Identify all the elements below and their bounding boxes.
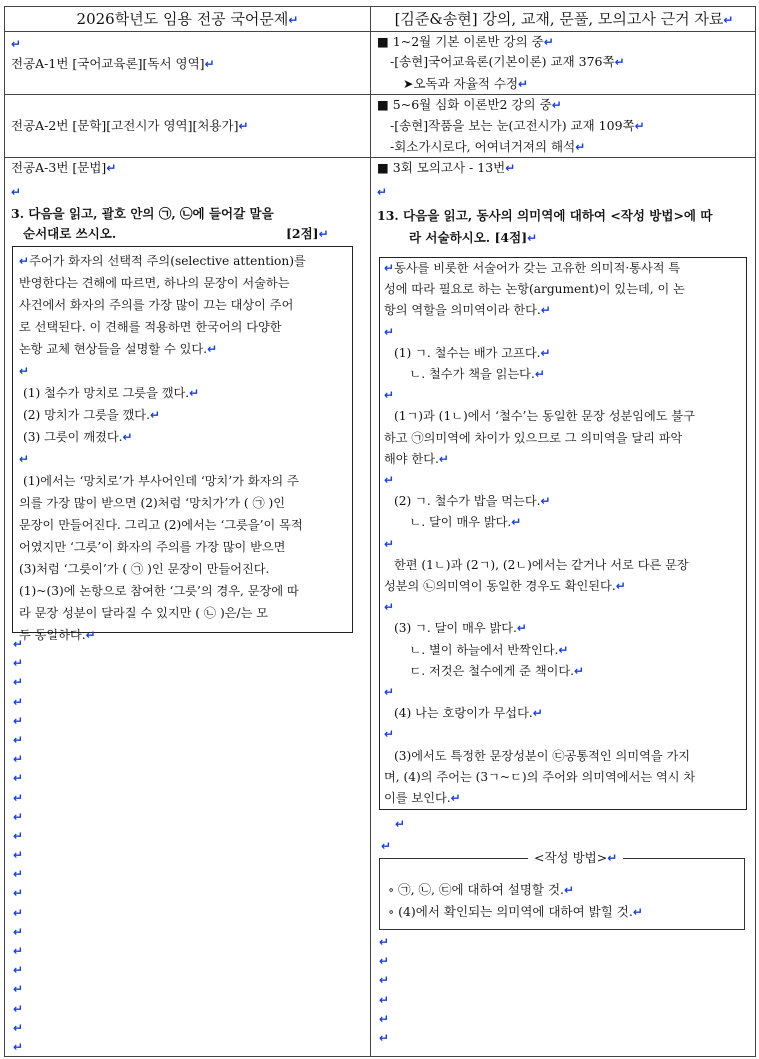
row-divider xyxy=(5,157,755,158)
row1-right-line2: -[송현]국어교육론(기본이론) 교재 376쪽↵ xyxy=(390,54,625,69)
row2-left-title: 전공A-2번 [문학][고전시가 영역][처용가]↵ xyxy=(11,118,249,133)
row-divider xyxy=(5,31,755,32)
q3-passage: ↵주어가 화자의 선택적 주의(selective attention)를 반영한다는 견해에 따르면, 하나의 문장이 서술하는 사건에서 화자의 주의를 가장 많이 끄는 대상이 주어 로 선택된다. 이 견해를 적용하면 한국어의 다양한 논항 교체 현상들을 설명할 수 있다.↵ ↵ (1) 철수가 망치로 그릇을 깼다.↵ (2) 망치가 그릇을 깼다.↵ (3) 그릇이 깨졌다.↵ ↵ (1)에서는 ‘망치로’가 부사어인데 ‘망치’가 화자의 주 의를 가장 많이 받으면 (2)처럼 ‘망치가’가 ( ㉠ )인 문장이 만들어진다. 그리고 (2)에서는 ‘그릇을’이 목적 어였지만 ‘그릇’이 화자의 주의를 가장 많이 받으면 (3)처럼 ‘그릇이’가 ( ㉠ )인 문장이 만들어진다. (1)~(3)에 논항으로 참여한 ‘그릇’의 경우, 문장에 따 라 문장 성분이 달라질 수 있지만 ( ㉡ )은/는 모 두 동일하다.↵ xyxy=(19,254,306,642)
q13-prompt-line1: 13. 다음을 읽고, 동사의 의미역에 대하여 <작성 방법>에 따 xyxy=(377,208,713,223)
q13-passage: ↵동사를 비롯한 서술어가 갖는 고유한 의미적·통사적 특 성에 따라 필요로 하는 논항(argument)이 있는데, 이 논 항의 역할을 의미역이라 한다.↵ ↵ (1) ㄱ. 철수는 배가 고프다.↵ ㄴ. 철수가 책을 읽는다.↵ ↵ (1ㄱ)과 (1ㄴ)에서 ‘철수’는 동일한 문장 성분임에도 불구 하고 ㉠의미역에 차이가 있으므로 그 의미역을 달리 파악 해야 한다.↵ ↵ (2) ㄱ. 철수가 밥을 먹는다.↵ ㄴ. 달이 매우 밝다.↵ ↵ 한편 (1ㄴ)과 (2ㄱ), (2ㄴ)에서는 같거나 서로 다른 문장 성분의 ㉡의미역이 동일한 경우도 확인된다.↵ ↵ (3) ㄱ. 달이 매우 밝다.↵ ㄴ. 별이 하늘에서 반짝인다.↵ ㄷ. 저것은 철수에게 준 책이다.↵ ↵ (4) 나는 호랑이가 무섭다.↵ ↵ (3)에서도 특정한 문장성분이 ㉢공통적인 의미역을 가지 며, (4)의 주어는 (3ㄱ~ㄷ)의 주어와 의미역에서는 역시 차 이를 보인다.↵ xyxy=(384,261,696,806)
q13-passage-box xyxy=(379,257,747,810)
left-paragraph-marks: ↵ ↵ ↵ ↵ ↵ ↵ ↵ ↵ ↵ ↵ ↵ ↵ ↵ ↵ ↵ ↵ ↵ ↵ ↵ ↵ ↵ ↵ xyxy=(13,637,24,1054)
row-divider xyxy=(5,94,755,95)
q3-passage-box xyxy=(12,246,353,642)
q3-points: [2점]↵ xyxy=(286,226,329,241)
header-left: 2026학년도 임용 전공 국어문제↵ xyxy=(76,10,299,28)
writing-method-box xyxy=(379,850,745,930)
writing-method-item-2: ∘ (4)에서 확인되는 의미역에 대하여 밝힐 것.↵ xyxy=(388,904,643,919)
row2-right-line1: ■ 5~6월 심화 이론반2 강의 중↵ xyxy=(377,97,562,112)
writing-method-item-1: ∘ ㉠, ㉡, ㉢에 대하여 설명할 것.↵ xyxy=(388,882,575,897)
header-right: [김준&송현] 강의, 교재, 문풀, 모의고사 근거 자료↵ xyxy=(394,10,734,28)
row2-right-line2: -[송현]작품을 보는 눈(고전시가) 교재 109쪽↵ xyxy=(390,118,645,133)
writing-method-title: <작성 방법>↵ xyxy=(528,849,623,867)
right-paragraph-marks: ↵ ↵ ↵ ↵ ↵ ↵ xyxy=(379,935,390,1045)
row1-right-line3: ➤오독과 자율적 수정↵ xyxy=(403,76,529,91)
row3-right-title: ■ 3회 모의고사 - 13번↵ xyxy=(377,160,516,175)
column-divider xyxy=(370,7,371,1056)
row3-left-title: 전공A-3번 [문법]↵ xyxy=(11,160,117,175)
q3-prompt-line2: 순서대로 쓰시오. xyxy=(23,226,117,241)
q13-prompt-line2: 라 서술하시오. [4점]↵ xyxy=(409,230,538,245)
row1-right-line1: ■ 1~2월 기본 이론반 강의 중↵ xyxy=(377,34,554,49)
document-table: 2026학년도 임용 전공 국어문제↵ [김준&송현] 강의, 교재, 문풀, 모의고사 근거 자료↵ ↵ 전공A-1번 [국어교육론][독서 영역]↵ ■ 1~2월 기본 이론반 강의 중↵ -[송현]국어교육론(기본이론) 교재 376쪽↵ ➤오독과 자율적 수정↵ 전공A-2번 [문학][고전시가 영역][처용가]↵ ■ 5~6월 심화 이론반2 강의 중↵ -[송현]작품을 보는 눈(고전시가) 교재 109쪽↵ -회소가시로다, 어여녀거져의 해석↵ 전공A-3번 [문법]↵ ↵ 3. 다음을 읽고, 괄호 안의 ㉠, ㉡에 들어갈 말을 순서대로 쓰시오. [2점]↵ ↵주어가 화자의 선택적 주의(selective attention)를 반영한다는 견해에 따르면, 하나의 문장이 서술하는 사건에서 화자의 주의를 가장 많이 끄는 대상이 주어 로 선택된다. 이 견해를 적용하면 한국어의 다양한 논항 교체 현상들을 설명할 수 있다.↵ ↵ (1) 철수가 망치로 그릇을 깼다.↵ (2) 망치가 그릇을 깼다.↵ (3) 그릇이 깨졌다.↵ ↵ (1)에서는 ‘망치로’가 부사어인데 ‘망치’가 화자의 주 의를 가장 많이 받으면 (2)처럼 ‘망치가’가 ( ㉠ )인 문장이 만들어진다. 그리고 (2)에서는 ‘그릇을’이 목적 어였지만 ‘그릇’이 화자의 주의를 가장 많이 받으면 (3)처럼 ‘그릇이’가 ( ㉠ )인 문장이 만들어진다. (1)~(3)에 논항으로 참여한 ‘그릇’의 경우, 문장에 따 라 문장 성분이 달라질 수 있지만 ( ㉡ )은/는 모 두 동일하다.↵ ↵ ↵ ↵ ↵ ↵ ↵ ↵ ↵ ↵ ↵ ↵ ↵ ↵ ↵ ↵ ↵ ↵ ↵ ↵ ↵ ↵ ↵ ■ 3회 모의고사 - 13번↵ ↵ 13. 다음을 읽고, 동사의 의미역에 대하여 <작성 방법>에 따 라 서술하시오. [4점]↵ ↵동사를 비롯한 서술어가 갖는 고유한 의미적·통사적 특 성에 따라 필요로 하는 논항(argument)이 있는데, 이 논 항의 역할을 의미역이라 한다.↵ ↵ (1) ㄱ. 철수는 배가 고프다.↵ ㄴ. 철수가 책을 읽는다.↵ ↵ (1ㄱ)과 (1ㄴ)에서 ‘철수’는 동일한 문장 성분임에도 불구 하고 ㉠의미역에 차이가 있으므로 그 의미역을 달리 파악 해야 한다.↵ ↵ (2) ㄱ. 철수가 밥을 먹는다.↵ ㄴ. 달이 매우 밝다.↵ ↵ 한편 (1ㄴ)과 (2ㄱ), (2ㄴ)에서는 같거나 서로 다른 문장 성분의 ㉡의미역이 동일한 경우도 확인된다.↵ ↵ (3) ㄱ. 달이 매우 밝다.↵ ㄴ. 별이 하늘에서 반짝인다.↵ ㄷ. 저것은 철수에게 준 책이다.↵ ↵ (4) 나는 호랑이가 무섭다.↵ ↵ (3)에서도 특정한 문장성분이 ㉢공통적인 의미역을 가지 며, (4)의 주어는 (3ㄱ~ㄷ)의 주어와 의미역에서는 역시 차 이를 보인다.↵ ↵ ↵ <작성 방법>↵ ∘ ㉠, ㉡, ㉢에 대하여 설명할 것.↵ ∘ (4)에서 확인되는 의미역에 대하여 밝힐 것.↵ ↵ ↵ ↵ ↵ ↵ ↵ xyxy=(4,6,756,1057)
row1-left-title: 전공A-1번 [국어교육론][독서 영역]↵ xyxy=(11,56,215,71)
q3-prompt-line1: 3. 다음을 읽고, 괄호 안의 ㉠, ㉡에 들어갈 말을 xyxy=(11,206,274,221)
row2-right-line3: -회소가시로다, 어여녀거져의 해석↵ xyxy=(390,139,586,154)
